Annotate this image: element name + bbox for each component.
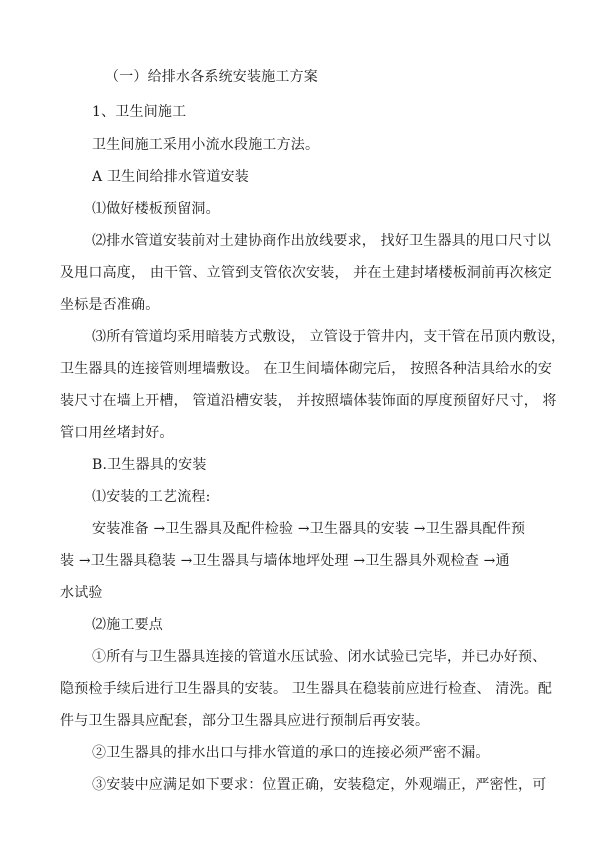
body-line: ②卫生器具的排水出口与排水管道的承口的连接必须严密不漏。 <box>92 745 490 761</box>
body-line: 卫生间施工采用小流水段施工方法。 <box>92 137 320 153</box>
body-line: B.卫生器具的安装 <box>92 457 207 473</box>
body-line: 装 →卫生器具稳装 →卫生器具与墙体地坪处理 →卫生器具外观检查 →通 <box>60 553 510 569</box>
body-line: 装尺寸在墙上开槽， 管道沿槽安装， 并按照墙体装饰面的厚度预留好尺寸， 将 <box>60 393 557 409</box>
body-line: 及甩口高度， 由干管、立管到支管依次安装， 并在土建封堵楼板洞前再次核定 <box>60 265 553 281</box>
body-line: ⑴安装的工艺流程: <box>92 489 211 505</box>
body-line: 卫生器具的连接管则埋墙敷设。 在卫生间墙体砌完后， 按照各种洁具给水的安 <box>60 361 553 377</box>
body-line: 管口用丝堵封好。 <box>60 425 174 441</box>
body-line: ①所有与卫生器具连接的管道水压试验、闭水试验已完毕，并已办好预、 <box>92 649 547 665</box>
subsection-title: 1、卫生间施工 <box>92 104 187 120</box>
body-line: 件与卫生器具应配套，部分卫生器具应进行预制后再安装。 <box>60 713 430 729</box>
body-line: ⑵施工要点 <box>92 617 163 633</box>
body-line: ⑴做好楼板预留洞。 <box>92 201 220 217</box>
body-line: 隐预检手续后进行卫生器具的安装。 卫生器具在稳装前应进行检查、 清洗。配 <box>60 681 553 697</box>
body-line: 水试验 <box>60 585 103 601</box>
body-line: ⑶所有管道均采用暗装方式敷设， 立管设于管井内，支干管在吊顶内敷设， <box>92 329 566 345</box>
body-line: A 卫生间给排水管道安装 <box>92 169 249 185</box>
section-title: （一）给排水各系统安装施工方案 <box>105 69 318 85</box>
body-line: ⑵排水管道安装前对土建协商作出放线要求， 找好卫生器具的甩口尺寸以 <box>92 233 552 249</box>
body-line: 安装准备 →卫生器具及配件检验 →卫生器具的安装 →卫生器具配件预 <box>92 521 526 537</box>
body-line: 坐标是否准确。 <box>60 297 160 313</box>
body-line: ③安装中应满足如下要求：位置正确，安装稳定，外观端正，严密性，可 <box>92 777 547 793</box>
